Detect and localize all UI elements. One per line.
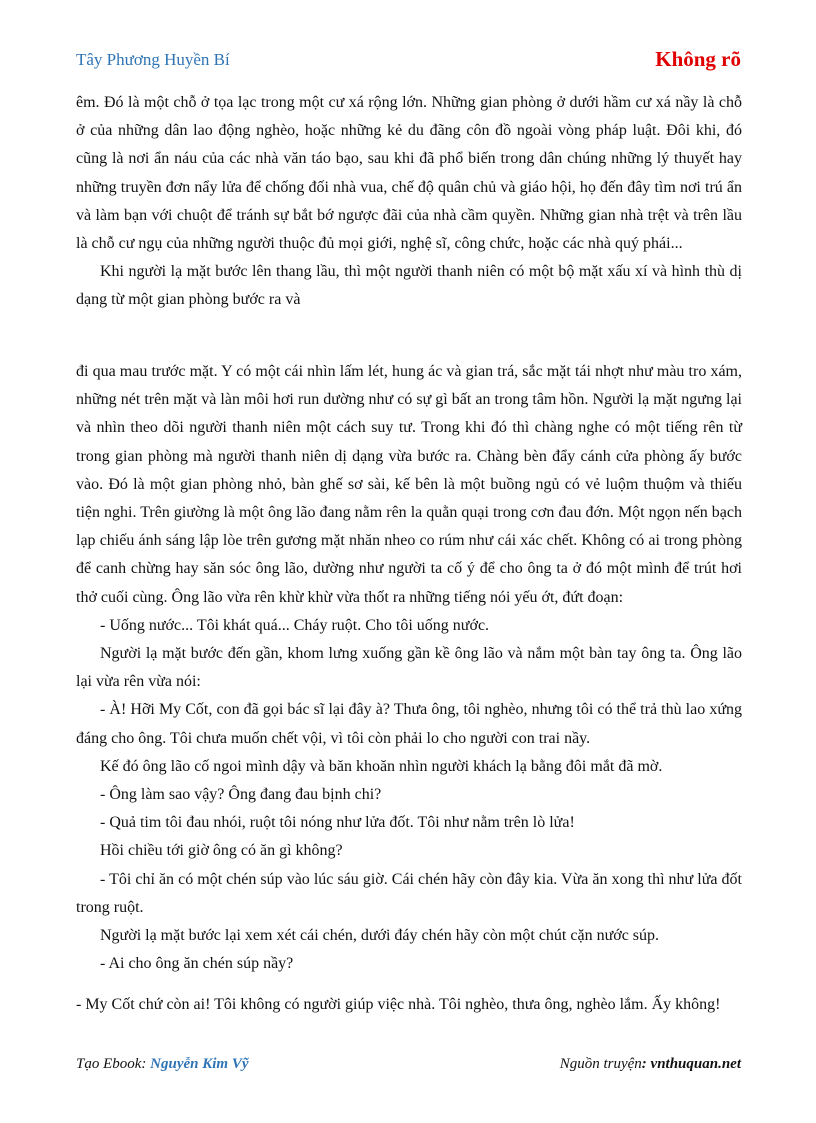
footer-source-label: Nguồn truyện — [559, 1056, 642, 1072]
footer-credit — [76, 1056, 249, 1073]
footer-source — [560, 1056, 741, 1073]
dialogue-line: - Quả tim tôi đau nhói, ruột tôi nóng như lửa đốt. Tôi như nằm trên lò lửa! — [100, 814, 575, 832]
paragraph: êm. Đó là một chỗ ở tọa lạc trong một cư xá rộng lớn. Những gian phòng ở dưới hầm cư xá nầy là chỗ ở của những dân lao động nghèo, hoặc những kẻ du đãng côn đồ ngoài vòng pháp luật. Đôi khi, đó cũng là nơi ẩn náu của các nhà văn táo bạo, sau khi đã phổ biến trong dân chúng những lý thuyết hay những truyền đơn nẩy lửa để chống đối nhà vua, chế độ quân chủ và giáo hội, họ đến đây tìm nơi trú ẩn và làm bạn với chuột để tránh sự bắt bớ ngược đãi của nhà cầm quyền. Những gian nhà trệt và trên lầu là chỗ cư ngụ của những người thuộc đủ mọi giới, nghệ sĩ, công chức, hoặc các nhà quý phái... — [76, 94, 742, 253]
text-block-2 — [76, 358, 742, 978]
text-block-1 — [76, 89, 742, 315]
paragraph: Người lạ mặt bước đến gần, khom lưng xuống gần kề ông lão và nắm một bàn tay ông ta. Ông lão lại vừa rên vừa nói: — [76, 645, 742, 691]
footer-credit-name: Nguyễn Kim Vỹ — [150, 1056, 249, 1072]
author-label: Không rõ — [655, 47, 741, 71]
dialogue-line-last: - My Cốt chứ còn ai! Tôi không có người giúp việc nhà. Tôi nghèo, thưa ông, nghèo lắm. Ấy không! — [76, 996, 721, 1013]
dialogue-line: - Ông làm sao vậy? Ông đang đau bịnh chi? — [100, 786, 382, 804]
paragraph: đi qua mau trước mặt. Y có một cái nhìn lấm lét, hung ác và gian trá, sắc mặt tái nhợt như màu tro xám, những nét trên mặt và làn môi hơi run dường như có sự gì bất an trong tâm hồn. Người lạ mặt ngưng lại và nhìn theo dõi người thanh niên một cách suy tư. Trong khi đó thì chàng nghe có một tiếng rên từ trong gian phòng mà người thanh niên dị dạng vừa bước ra. Chàng bèn đẩy cánh cửa phòng ấy bước vào. Đó là một gian phòng nhỏ, bàn ghế sơ sài, kế bên là một buồng ngủ có vẻ luộm thuộm và thiếu tiện nghi. Trên giường là một ông lão đang nằm rên la quằn quại trong cơn đau đớn. Một ngọn nến bạch lạp chiếu ánh sáng lập lòe trên gương mặt nhăn nheo co rúm như cái xác chết. Không có ai trong phòng để canh chừng hay săn sóc ông lão, dường như người ta cố ý để cho ông ta ở đó một mình để trút hơi thở cuối cùng. Ông lão vừa rên khừ khừ vừa thốt ra những tiếng nói yếu ớt, đứt đoạn: — [76, 363, 742, 606]
paragraph: Hồi chiều tới giờ ông có ăn gì không? — [100, 842, 343, 860]
paragraph: Khi người lạ mặt bước lên thang lầu, thì một người thanh niên có một bộ mặt xấu xí và hình thù dị dạng từ một gian phòng bước ra và — [76, 263, 742, 309]
footer-credit-label: Tạo Ebook — [76, 1056, 142, 1072]
dialogue-line: - À! Hỡi My Cốt, con đã gọi bác sĩ lại đây à? Thưa ông, tôi nghèo, nhưng tôi có thể trả thù lao xứng đáng cho ông. Tôi chưa muốn chết vội, vì tôi còn phải lo cho người con trai nầy. — [76, 701, 742, 747]
footer-separator: : — [141, 1056, 151, 1072]
paragraph: Kế đó ông lão cố ngoi mình dậy và băn khoăn nhìn người khách lạ bằng đôi mắt đã mờ. — [100, 757, 663, 775]
dialogue-line: - Uống nước... Tôi khát quá... Cháy ruột. Cho tôi uống nước. — [100, 616, 490, 634]
paragraph: Người lạ mặt bước lại xem xét cái chén, dưới đáy chén hãy còn một chút cặn nước súp. — [100, 927, 660, 945]
footer-source-link[interactable]: vnthuquan.net — [650, 1056, 741, 1072]
book-title: Tây Phương Huyền Bí — [76, 50, 230, 69]
dialogue-line: - Tôi chỉ ăn có một chén súp vào lúc sáu giờ. Cái chén hãy còn đây kia. Vừa ăn xong thì như lửa đốt trong ruột. — [76, 870, 742, 916]
dialogue-line: - Ai cho ông ăn chén súp nầy? — [100, 955, 294, 973]
footer-separator: : — [641, 1056, 651, 1072]
